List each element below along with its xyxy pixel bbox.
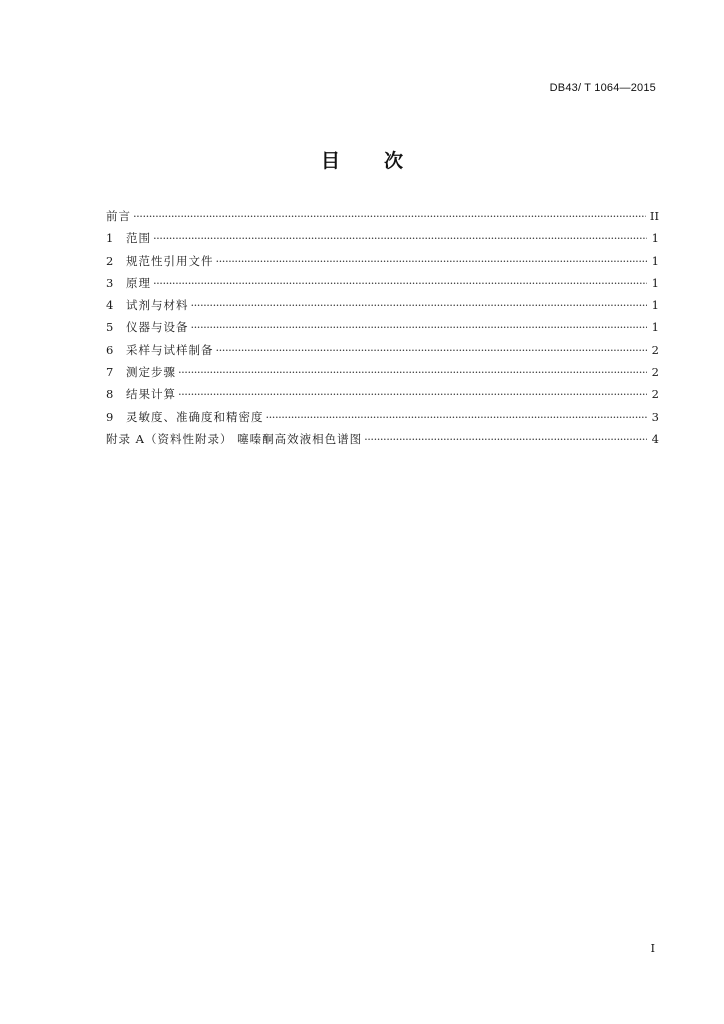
toc-page-number: 2 — [651, 387, 659, 402]
toc-item-calculation[interactable] — [106, 385, 659, 407]
toc-item-number: 1 — [106, 231, 114, 246]
toc-item-label: 范围 — [126, 231, 151, 246]
toc-page-number: 3 — [651, 409, 659, 424]
page-title — [0, 146, 724, 173]
toc-page-number: II — [649, 209, 659, 223]
toc-item-label: 采样与试样制备 — [126, 342, 214, 357]
toc-item-foreword[interactable] — [106, 207, 659, 229]
toc-page-number: 1 — [651, 231, 659, 246]
toc-leader-dots — [216, 252, 648, 270]
toc-page-number: 2 — [651, 342, 659, 357]
toc-page-number: 1 — [651, 298, 659, 313]
toc-item-number: 9 — [106, 409, 114, 424]
toc-leader-dots — [191, 296, 648, 314]
toc-item-principle[interactable] — [106, 274, 659, 296]
toc-item-label: 灵敏度、准确度和精密度 — [126, 409, 264, 424]
toc-item-sensitivity[interactable] — [106, 408, 659, 430]
toc-page-number: 2 — [651, 365, 659, 380]
toc-leader-dots — [153, 229, 647, 247]
toc-item-label: 原理 — [126, 275, 151, 290]
toc-item-reagents[interactable] — [106, 296, 659, 318]
toc-page-number: 1 — [651, 275, 659, 290]
toc-leader-dots — [364, 430, 647, 448]
toc-item-number: 7 — [106, 365, 114, 380]
toc-item-label: 结果计算 — [126, 387, 176, 402]
toc-item-label: 测定步骤 — [126, 365, 176, 380]
toc-item-appendix-a[interactable] — [106, 430, 659, 452]
title-char-1: 目 — [320, 150, 340, 172]
title-char-2: 次 — [384, 150, 404, 172]
toc-leader-dots — [178, 363, 647, 381]
toc-leader-dots — [133, 207, 646, 225]
toc-item-number: 2 — [106, 253, 114, 268]
toc-item-label: 仪器与设备 — [126, 320, 189, 335]
toc-item-number: 5 — [106, 320, 114, 335]
toc-leader-dots — [216, 341, 648, 359]
toc-item-apparatus[interactable] — [106, 318, 659, 340]
document-code: DB43/ T 1064—2015 — [549, 82, 656, 94]
toc-leader-dots — [191, 318, 648, 336]
toc-item-number: 6 — [106, 342, 114, 357]
toc-item-normative-references[interactable] — [106, 252, 659, 274]
table-of-contents — [106, 207, 659, 452]
toc-item-number: 3 — [106, 275, 114, 290]
toc-page-number: 4 — [651, 431, 659, 446]
footer-page-number: I — [650, 942, 655, 955]
toc-item-sampling[interactable] — [106, 341, 659, 363]
toc-page-number: 1 — [651, 253, 659, 268]
toc-item-number: 4 — [106, 298, 114, 313]
toc-item-label: 试剂与材料 — [126, 298, 189, 313]
toc-page-number: 1 — [651, 320, 659, 335]
toc-item-label: 附录 A（资料性附录） 噻嗪酮高效液相色谱图 — [106, 431, 363, 446]
toc-item-label: 规范性引用文件 — [126, 253, 214, 268]
toc-item-procedure[interactable] — [106, 363, 659, 385]
toc-leader-dots — [178, 385, 647, 403]
toc-item-label: 前言 — [106, 209, 131, 223]
toc-item-number: 8 — [106, 387, 114, 402]
toc-leader-dots — [266, 408, 648, 426]
toc-leader-dots — [153, 274, 647, 292]
toc-item-scope[interactable] — [106, 229, 659, 251]
